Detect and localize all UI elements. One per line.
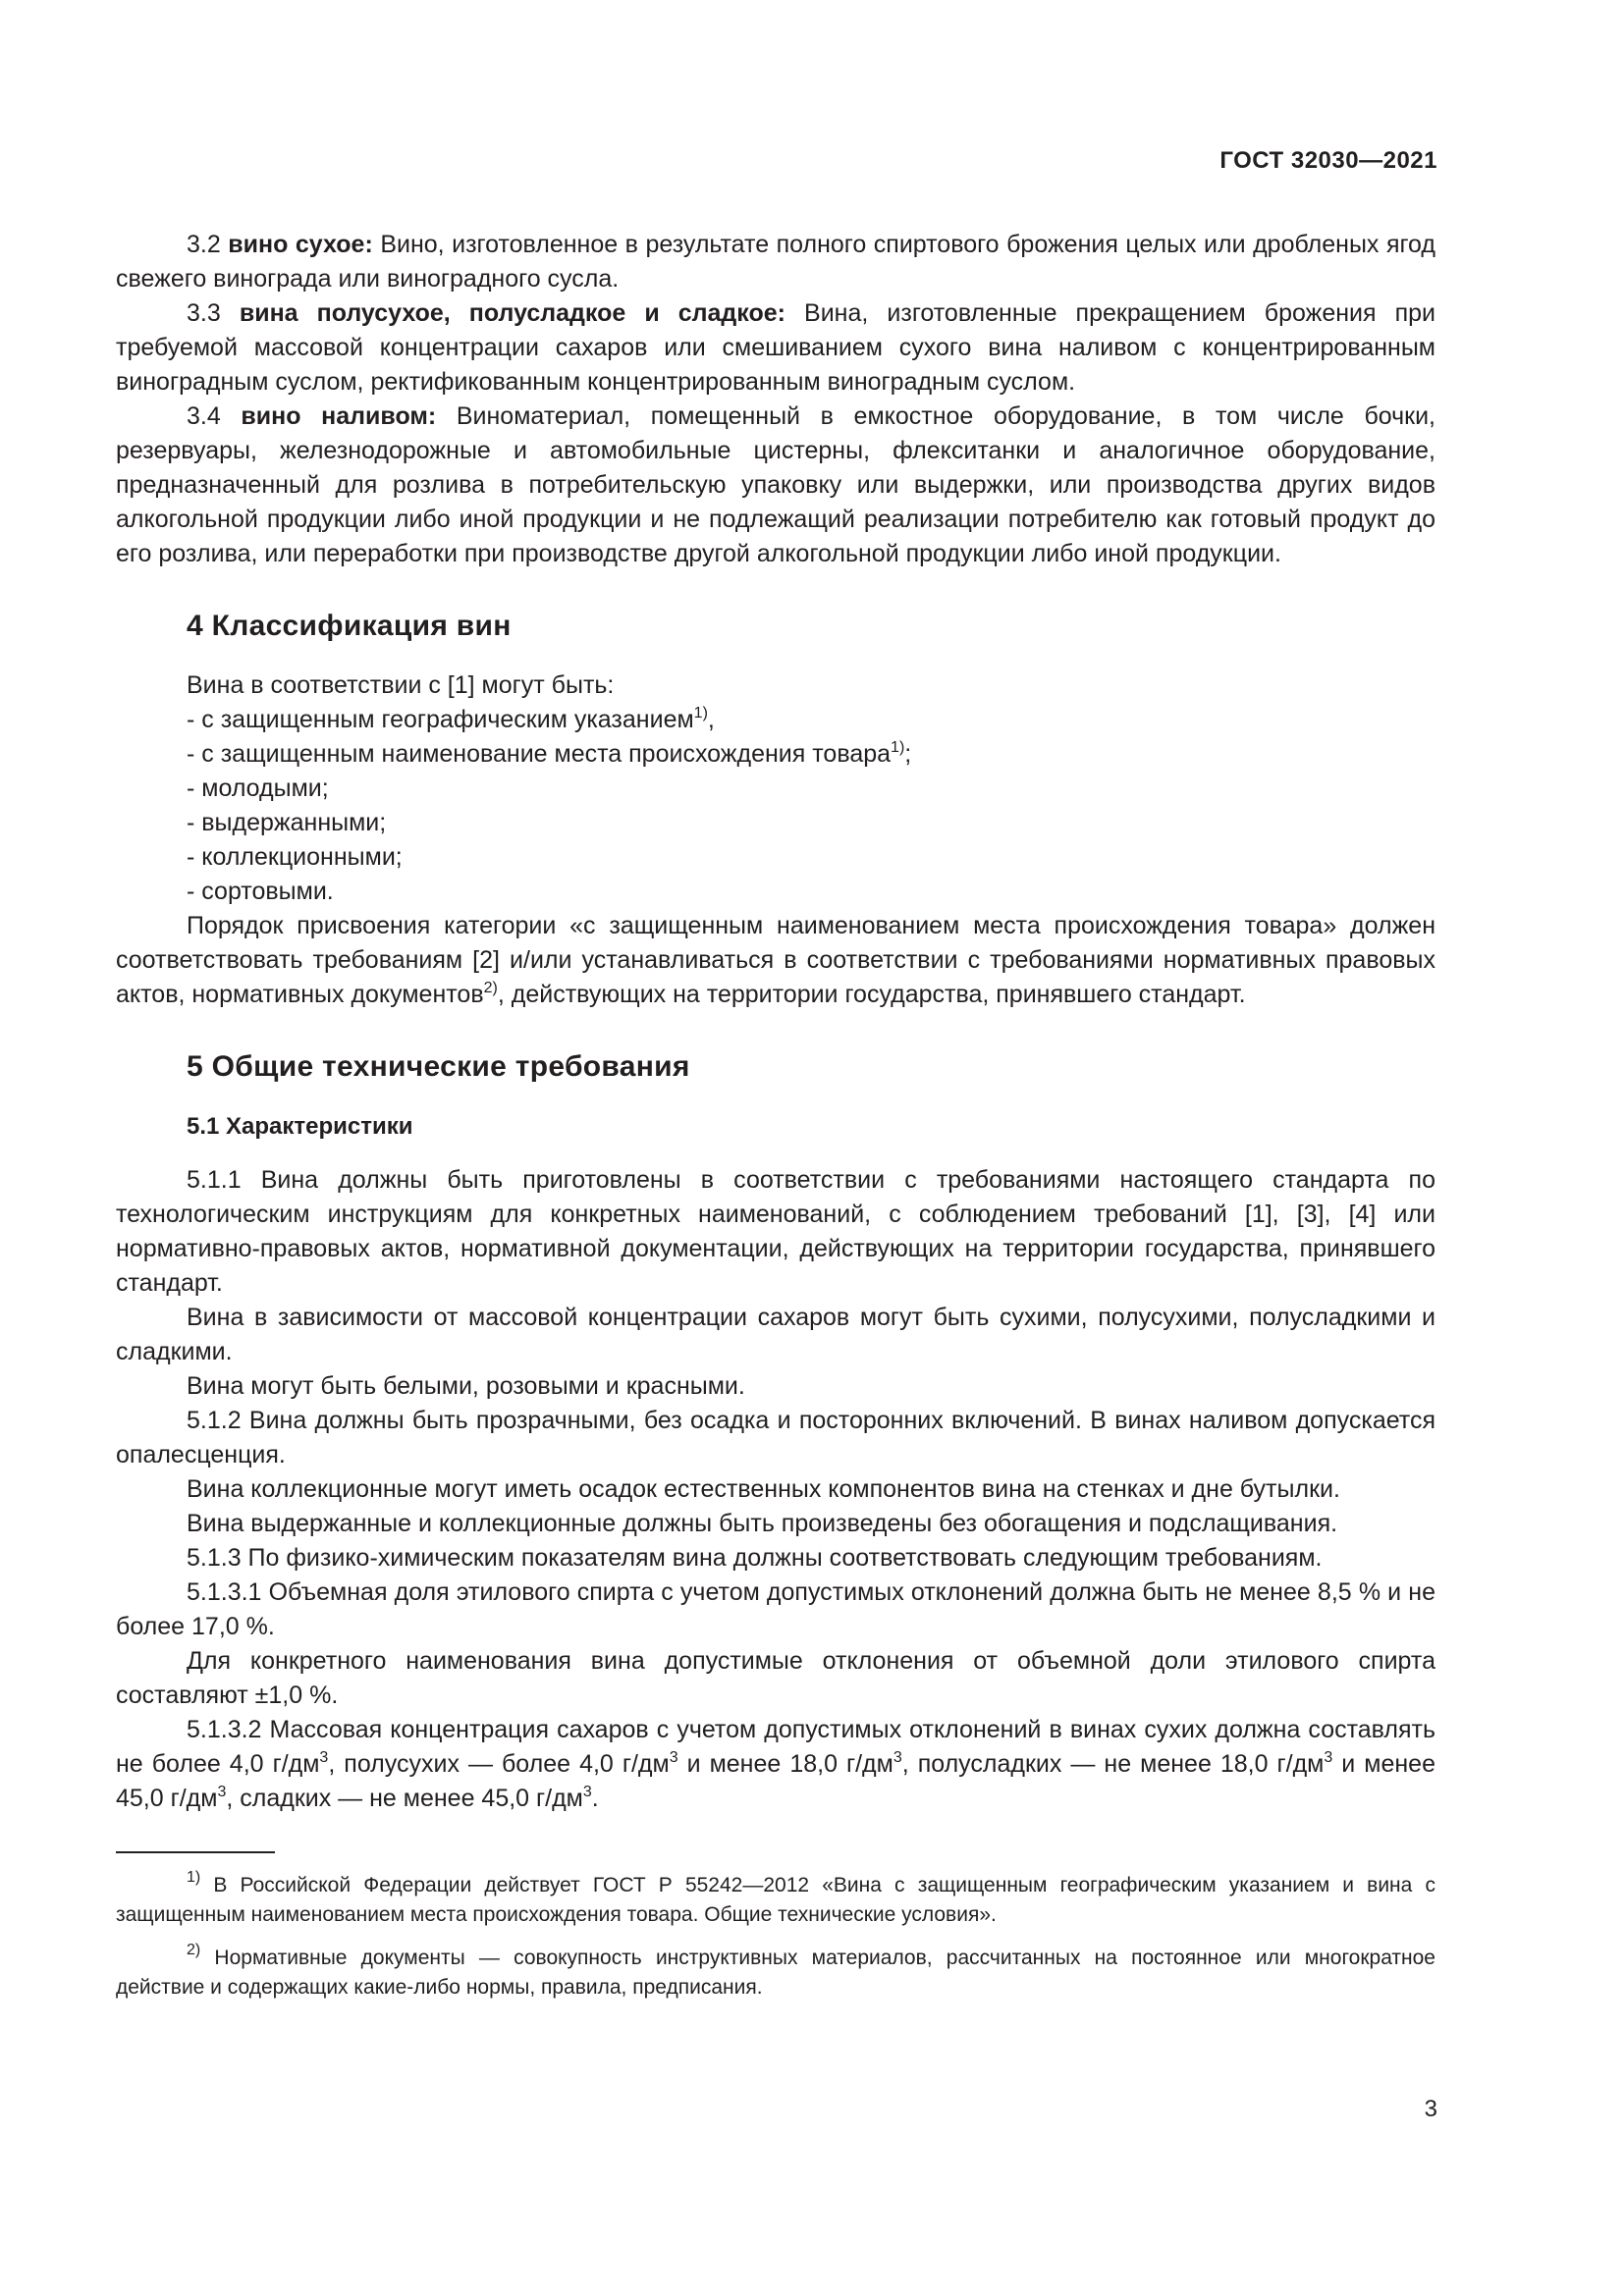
footnote-1: $^{1)}$ В Российской Федерации действует ГОСТ Р 55242—2012 «Вина с защищенным географическим указанием и вина с защищенным наименованием места происхождения товара. Общие технические условия». — [116, 1869, 1435, 1926]
doc-header-code: ГОСТ 32030—2021 — [1219, 147, 1437, 174]
list-item: - молодыми; — [187, 774, 329, 802]
footnote-ref: 1) — [891, 739, 905, 756]
classification-order: Порядок присвоения категории «с защищенным наименованием места происхождения товара» должен соответствовать требованиям [2] и/или устанавливаться в соответствии с требованиями нормативных правовых актов, нормативных документов$^{2)}$, действующих на территории государства, принявшего стандарт. — [116, 912, 1435, 1008]
definition: Виноматериал, помещенный в емкостное оборудование, в том числе бочки, резервуары, железнодорожные и автомобильные цистерны, флекситанки и аналогичное оборудование, предназначенный для розлива в потребительскую упаковку или выдержки, или производства других видов алкогольной продукции либо иной продукции и не подлежащий реализации потребителю как готовый продукт до его розлива, или переработки при производстве другой алкогольной продукции либо иной продукции. — [116, 402, 1436, 567]
clause-5-1-3-1: 5.1.3.1 Объемная доля этилового спирта с учетом допустимых отклонений должна быть не менее 8,5 % и не более 17,0 %. — [116, 1578, 1435, 1640]
list-item: - выдержанными; — [187, 809, 387, 836]
subsection-heading-5-1: 5.1 Характеристики — [187, 1113, 413, 1140]
footnote-2: $^{2)}$ Нормативные документы — совокупность инструктивных материалов, рассчитанных на постоянное или многократное действие и содержащих какие-либо нормы, правила, предписания. — [116, 1942, 1435, 1999]
page-number: 3 — [1424, 2096, 1437, 2122]
footnote-mark: 2) — [187, 1942, 201, 1958]
clause-5-1-3-2: 5.1.3.2 Массовая концентрация сахаров с учетом допустимых отклонений в винах сухих должна составлять не более 4,0 $г/дм^3$, полусухих — более 4,0 $г/дм^3$ и менее 18,0 $г/дм^3$, полусладких — не менее 18,0 $г/дм^3$ и менее 45,0 $г/дм^3$, сладких — не менее 45,0 $г/дм^3$. — [116, 1716, 1435, 1812]
paragraph: Вина коллекционные могут иметь осадок естественных компонентов вина на стенках и дне бутылки. — [187, 1475, 1340, 1503]
section-heading-4: 4 Классификация вин — [187, 610, 512, 642]
footnote-divider — [116, 1851, 275, 1853]
document-body — [116, 228, 1435, 2016]
classification-intro: Вина в соответствии с [1] могут быть: — [187, 671, 615, 699]
term: вино сухое: — [228, 231, 373, 258]
clause-3-4 — [116, 400, 1435, 571]
clause-3-2 — [116, 228, 1435, 296]
definition: Вино, изготовленное в результате полного спиртового брожения целых или дробленых ягод свежего винограда или виноградного сусла. — [116, 231, 1435, 293]
clause-num: 3.4 — [187, 402, 221, 430]
term: вина полусухое, полусладкое и сладкое: — [239, 299, 785, 327]
clause-5-1-2: 5.1.2 Вина должны быть прозрачными, без осадка и посторонних включений. В винах наливом допускается опалесценция. — [116, 1407, 1435, 1468]
definition: Вина, изготовленные прекращением брожения при требуемой массовой концентрации сахаров или смешиванием сухого вина наливом с концентрированным виноградным суслом, ректификованным концентрированным виноградным суслом. — [116, 299, 1435, 396]
paragraph: Для конкретного наименования вина допустимые отклонения от объемной доли этилового спирта составляют ±1,0 %. — [116, 1647, 1435, 1709]
clause-5-1-3: 5.1.3 По физико-химическим показателям вина должны соответствовать следующим требованиям. — [187, 1544, 1323, 1572]
list-item: - с защищенным наименование места происхождения товара$^{1)}$; — [187, 739, 912, 768]
paragraph: Вина выдержанные и коллекционные должны быть произведены без обогащения и подслащивания. — [187, 1510, 1338, 1537]
clause-5-1-1: 5.1.1 Вина должны быть приготовлены в соответствии с требованиями настоящего стандарта по технологическим инструкциям для конкретных наименований, с соблюдением требований [1], [3], [4] или нормативно-правовых актов, нормативной документации, действующих на территории государства, принявшего стандарт. — [116, 1166, 1435, 1297]
clause-num: 3.3 — [187, 299, 221, 327]
list-item: - коллекционными; — [187, 843, 403, 871]
paragraph: Вина в зависимости от массовой концентрации сахаров могут быть сухими, полусухими, полусладкими и сладкими. — [116, 1304, 1435, 1365]
clause-3-3 — [116, 296, 1435, 400]
section-heading-5: 5 Общие технические требования — [187, 1050, 690, 1083]
paragraph: Вина могут быть белыми, розовыми и красными. — [187, 1372, 745, 1400]
clause-num: 3.2 — [187, 231, 221, 258]
footnote-ref: 2) — [483, 980, 498, 996]
footnote-mark: 1) — [187, 1869, 201, 1886]
list-item: - сортовыми. — [187, 878, 334, 905]
term: вино наливом: — [241, 402, 437, 430]
footnote-ref: 1) — [693, 705, 708, 721]
list-item: - с защищенным географическим указанием$^{1)}$, — [187, 705, 715, 733]
